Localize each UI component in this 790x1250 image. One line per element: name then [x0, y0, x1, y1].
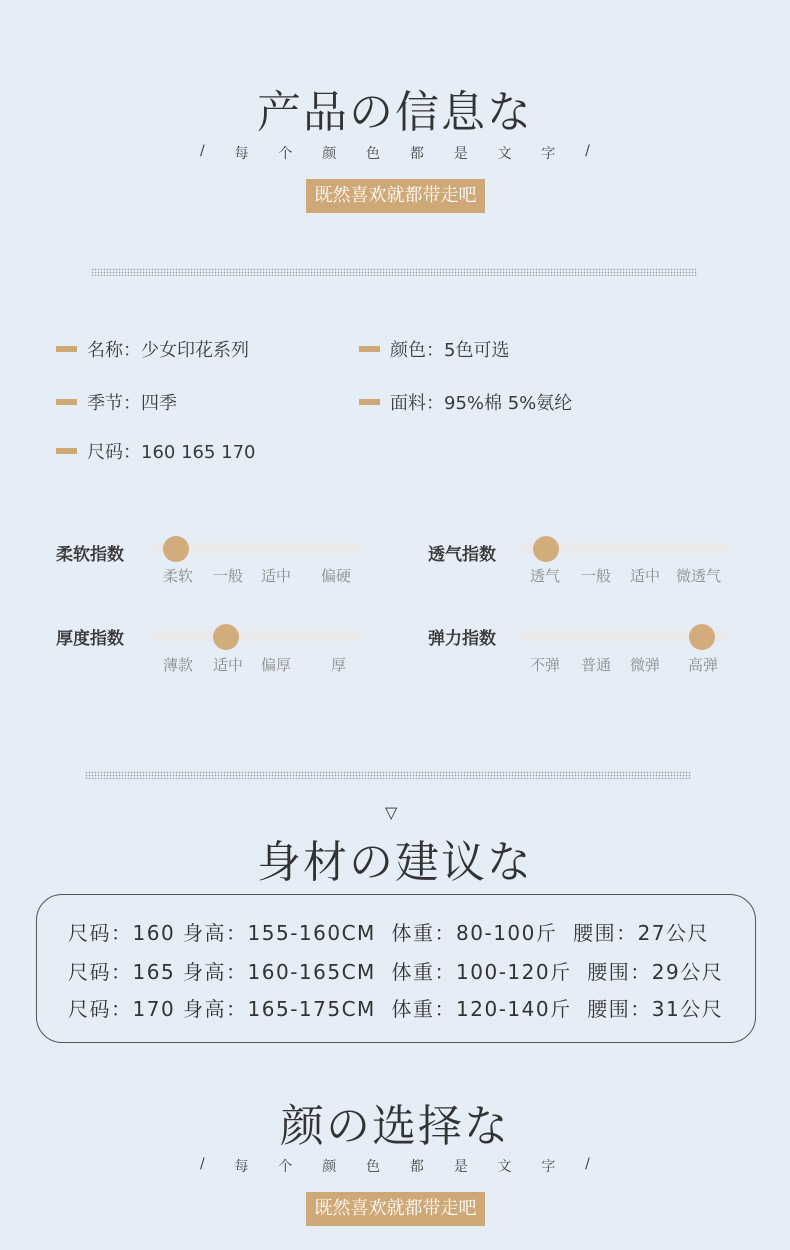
- subtitle-char: 文: [497, 1159, 512, 1175]
- size-row: 尺码：165 身高：160-165CM 体重：100-120斤 腰围：29公尺: [68, 960, 724, 984]
- subtitle-char: 字: [541, 1159, 556, 1175]
- info-color-text: 颜色：5色可选: [390, 340, 510, 361]
- size-row: 尺码：170 身高：165-175CM 体重：120-140斤 腰围：31公尺: [68, 997, 724, 1021]
- subtitle-char: 色: [366, 146, 381, 162]
- subtitle-char: 是: [453, 1159, 468, 1175]
- softness-scale-3: 适中: [261, 567, 292, 585]
- subtitle-char: 是: [453, 146, 468, 162]
- info-season-text: 季节：四季: [87, 393, 177, 414]
- thickness-scale-4: 厚: [331, 656, 347, 674]
- breathability-label: 透气指数: [428, 545, 496, 565]
- subtitle-char: 个: [278, 146, 293, 162]
- dotted-divider: [85, 771, 691, 779]
- slogan-badge: 既然喜欢就都带走吧: [306, 179, 485, 213]
- dotted-divider: [91, 268, 697, 276]
- subtitle-char: 个: [278, 1159, 293, 1175]
- breathability-scale-4: 微透气: [676, 567, 722, 585]
- softness-scale-2: 一般: [213, 567, 244, 585]
- thickness-track: [150, 631, 360, 641]
- info-fabric: [359, 389, 572, 415]
- subtitle-char: /: [585, 143, 590, 159]
- info-fabric-text: 面料：95%棉 5%氨纶: [390, 393, 573, 414]
- thickness-knob: [213, 624, 239, 650]
- info-color: [359, 336, 509, 362]
- softness-scale-1: 柔软: [163, 567, 194, 585]
- thickness-scale-3: 偏厚: [261, 656, 292, 674]
- page-title-color-choice: 颜の选择な: [280, 1101, 510, 1152]
- elasticity-knob: [689, 624, 715, 650]
- info-season: [56, 389, 177, 415]
- accent-bar-icon: [359, 399, 380, 405]
- accent-bar-icon: [56, 448, 77, 454]
- elasticity-label: 弹力指数: [428, 629, 496, 649]
- subtitle-char: 每: [234, 146, 249, 162]
- subtitle-char: /: [200, 1156, 205, 1172]
- subtitle-char: /: [585, 1156, 590, 1172]
- subtitle-char: 色: [366, 1159, 381, 1175]
- thickness-label: 厚度指数: [56, 629, 124, 649]
- accent-bar-icon: [56, 346, 77, 352]
- slogan-badge: 既然喜欢就都带走吧: [306, 1192, 485, 1226]
- subtitle-char: 每: [234, 1159, 249, 1175]
- subtitle-char: /: [200, 143, 205, 159]
- elasticity-scale-1: 不弹: [530, 656, 561, 674]
- thickness-scale-1: 薄款: [163, 656, 194, 674]
- softness-label: 柔软指数: [56, 545, 124, 565]
- info-size-text: 尺码：160 165 170: [87, 442, 256, 463]
- elasticity-scale-2: 普通: [581, 656, 612, 674]
- info-name-text: 名称：少女印花系列: [87, 340, 249, 361]
- breathability-scale-2: 一般: [581, 567, 612, 585]
- softness-knob: [163, 536, 189, 562]
- subtitle-char: 字: [541, 146, 556, 162]
- subtitle-char: 颜: [322, 1159, 337, 1175]
- down-triangle-icon: ▽: [385, 803, 398, 822]
- accent-bar-icon: [56, 399, 77, 405]
- breathability-scale-3: 适中: [630, 567, 661, 585]
- size-row: 尺码：160 身高：155-160CM 体重：80-100斤 腰围：27公尺: [68, 921, 710, 945]
- elasticity-scale-3: 微弹: [630, 656, 661, 674]
- breathability-knob: [533, 536, 559, 562]
- subtitle-line: [200, 143, 590, 163]
- subtitle-char: 都: [409, 146, 424, 162]
- softness-scale-4: 偏硬: [321, 567, 352, 585]
- page-title-size-advice: 身材の建议な: [257, 837, 533, 888]
- accent-bar-icon: [359, 346, 380, 352]
- page-title-product-info: 产品の信息な: [257, 87, 533, 138]
- subtitle-line: [200, 1156, 590, 1176]
- elasticity-scale-4: 高弹: [688, 656, 719, 674]
- subtitle-char: 文: [497, 146, 512, 162]
- info-name: [56, 336, 249, 362]
- thickness-scale-2: 适中: [213, 656, 244, 674]
- subtitle-char: 颜: [322, 146, 337, 162]
- subtitle-char: 都: [409, 1159, 424, 1175]
- breathability-scale-1: 透气: [530, 567, 561, 585]
- info-size: [56, 438, 256, 464]
